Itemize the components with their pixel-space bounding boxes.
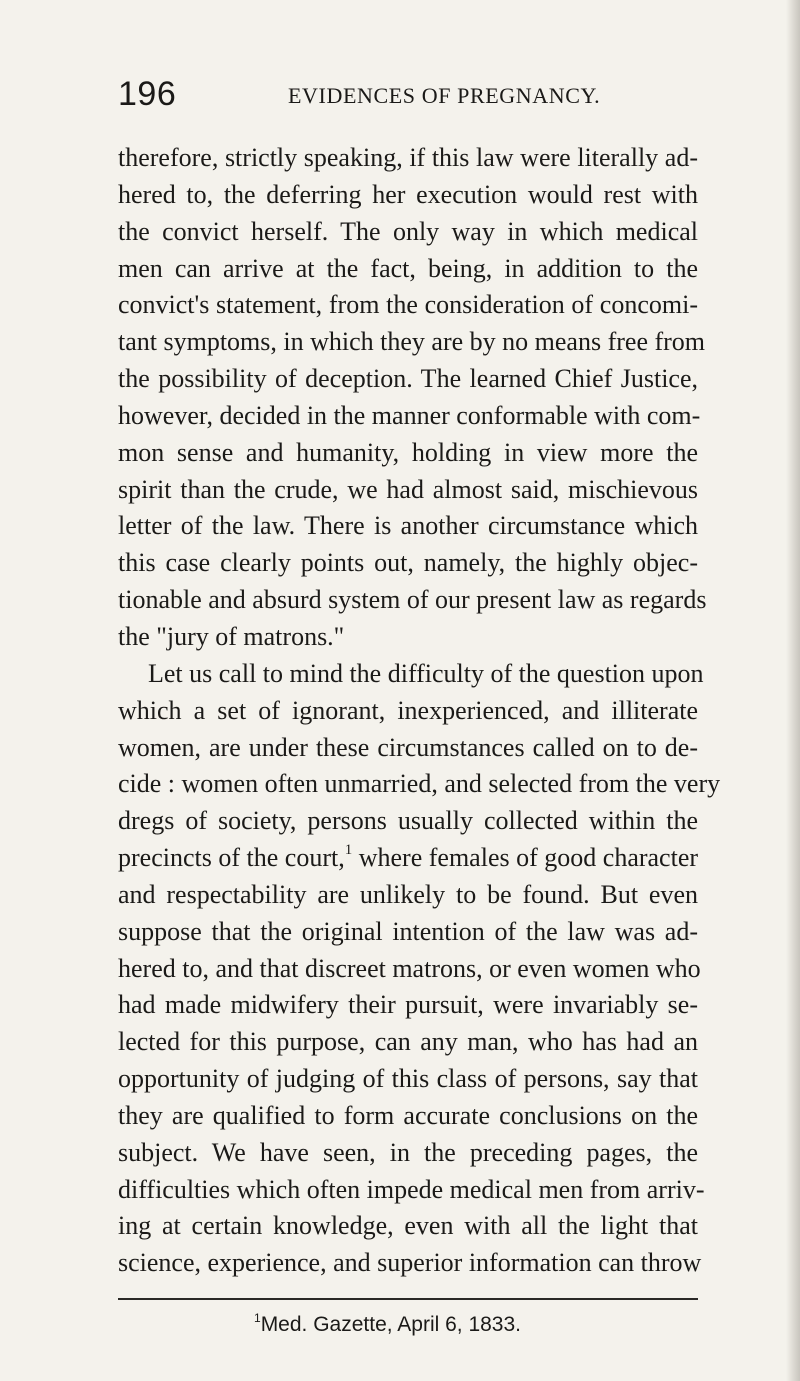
text-line: lected for this purpose, can any man, who has had an [118, 1027, 698, 1057]
footnote-divider [118, 1298, 698, 1300]
text-line: letter of the law. There is another circumstance which [118, 511, 698, 541]
text-line: the possibility of deception. The learned Chief Justice, [118, 364, 698, 394]
text-line: tionable and absurd system of our present law as regards [118, 585, 707, 615]
text-line: the "jury of matrons." [118, 621, 345, 651]
text-line: suppose that the original intention of the law was ad- [118, 916, 698, 946]
text-line: men can arrive at the fact, being, in addition to the [118, 253, 698, 283]
text-line: had made midwifery their pursuit, were invariably se- [118, 990, 698, 1020]
text-line: convict's statement, from the consideration of concomi- [118, 290, 698, 320]
page-number: 196 [118, 75, 177, 113]
text-line: mon sense and humanity, holding in view more the [118, 437, 698, 467]
text-line: therefore, strictly speaking, if this law were literally ad- [118, 143, 698, 172]
text-line: opportunity of judging of this class of persons, say that [118, 1064, 698, 1094]
footnote-reference: 1 [344, 842, 353, 859]
text-line: women, are under these circumstances called on to de- [118, 732, 698, 762]
footnote [254, 1311, 521, 1339]
body-text [118, 140, 721, 1282]
text-line: hered to, and that discreet matrons, or even women who [118, 953, 701, 983]
page-header [118, 74, 698, 114]
text-line: cide : women often unmarried, and selected from the very [118, 769, 721, 799]
text-line: however, decided in the manner conformable with com- [118, 400, 701, 430]
text-line: which a set of ignorant, inexperienced, and illiterate [118, 695, 698, 725]
text-line: they are qualified to form accurate conclusions on the [118, 1100, 698, 1130]
text-segment: where females of good character [358, 843, 699, 873]
text-line: the convict herself. The only way in which medical [118, 216, 698, 246]
page-edge-shadow [786, 0, 800, 1381]
text-line: dregs of society, persons usually collected within the [118, 806, 698, 836]
text-line-with-footnote [118, 840, 698, 877]
text-line: hered to, the deferring her execution would rest with [118, 179, 698, 209]
text-line: Let us call to mind the difficulty of the question upon [148, 658, 704, 688]
text-line: spirit than the crude, we had almost said, mischievous [118, 474, 698, 504]
running-title: EVIDENCES OF PREGNANCY. [288, 83, 601, 108]
text-line: difficulties which often impede medical men from arriv- [118, 1174, 705, 1204]
text-line: tant symptoms, in which they are by no means free from [118, 327, 706, 357]
text-line: subject. We have seen, in the preceding pages, the [118, 1137, 698, 1167]
text-line: and respectability are unlikely to be found. But even [118, 879, 698, 909]
text-line: this case clearly points out, namely, the highly objec- [118, 548, 698, 578]
text-segment: precincts of the court, [118, 843, 345, 873]
text-line: science, experience, and superior information can throw [118, 1248, 702, 1278]
footnote-text: Med. Gazette, April 6, 1833. [260, 1313, 522, 1336]
text-line: ing at certain knowledge, even with all the light that [118, 1211, 698, 1241]
footnote-marker: 1 [254, 1311, 261, 1325]
